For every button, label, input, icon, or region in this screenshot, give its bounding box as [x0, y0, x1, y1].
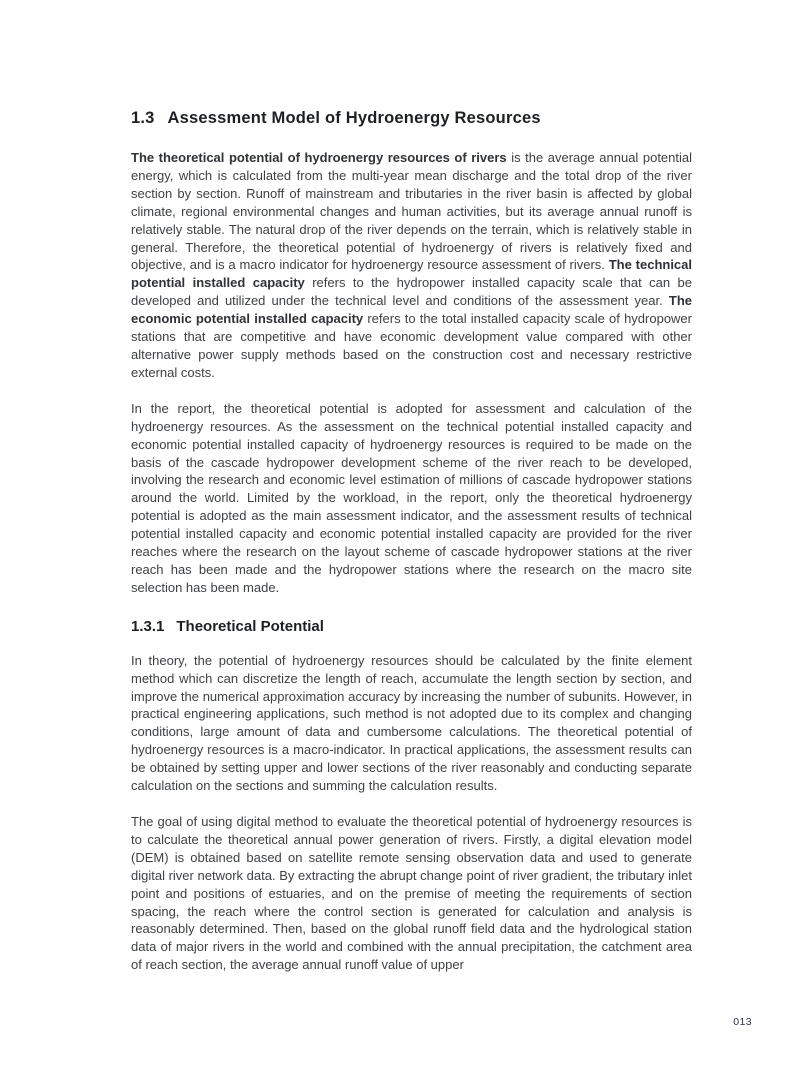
paragraph-text: In theory, the potential of hydroenergy resources should be calculated by the finite element method which can discretize the length of reach, accumulate the length section by section, and improve the numerical approximation accuracy by increasing the number of subunits. However, in practical engineering applications, such method is not adopted due to its complex and changing conditions, large amount of data and cumbersome calculations. The theoretical potential of hydroenergy resources is a macro-indicator. In practical applications, the assessment results can be obtained by setting upper and lower sections of the river reasonably and conducting separate calculation on the sections and summing the calculation results.: [131, 652, 692, 794]
body-paragraph: [131, 400, 692, 597]
page-number: 013: [733, 1016, 752, 1028]
content-blocks: [131, 149, 692, 974]
body-paragraph: [131, 652, 692, 795]
section-heading-title: Assessment Model of Hydroenergy Resources: [167, 109, 541, 127]
section-heading-number: 1.3: [131, 109, 155, 127]
emphasized-term: The economic potential installed capacity: [131, 293, 692, 327]
body-paragraph: [131, 149, 692, 382]
body-paragraph: [131, 813, 692, 974]
subsection-heading-number: 1.3.1: [131, 617, 165, 635]
paragraph-text: In the report, the theoretical potential is adopted for assessment and calculation of the hydroenergy resources. As the assessment on the technical potential installed capacity and economic potential installed capacity of hydroenergy resources is required to be made on the basis of the cascade hydropower development scheme of the river reach to be developed, involving the research and economic level estimation of millions of cascade hydropower stations around the world. Limited by the workload, in the report, only the theoretical hydroenergy potential is adopted as the main assessment indicator, and the assessment results of technical potential installed capacity and economic potential installed capacity are provided for the river reaches where the research on the layout scheme of cascade hydropower stations at the river reach has been made and the hydropower stations where the research on the macro site selection has been made.: [131, 400, 692, 595]
subsection-heading: [131, 617, 692, 636]
emphasized-term: The technical potential installed capacity: [131, 257, 693, 291]
paragraph-text: refers to the total installed capacity scale of hydropower stations that are competitive and have economic development value compared with other alternative power supply methods based on the construction cost and necessary restrictive external costs.: [131, 311, 692, 380]
paragraph-text: The goal of using digital method to evaluate the theoretical potential of hydroenergy resources is to calculate the theoretical annual power generation of rivers. Firstly, a digital elevation model (DEM) is obtained based on satellite remote sensing observation data and used to generate digital river network data. By extracting the abrupt change point of river gradient, the tributary inlet point and positions of estuaries, and on the premise of meeting the requirements of section spacing, the reach where the control section is generated for calculation and analysis is reasonably determined. Then, based on the global runoff field data and the hydrological station data of major rivers in the world and combined with the annual precipitation, the catchment area of reach section, the average annual runoff value of upper: [131, 814, 692, 973]
emphasized-term: The theoretical potential of hydroenergy resources of rivers: [131, 150, 507, 165]
subsection-heading-title: Theoretical Potential: [176, 617, 324, 635]
section-heading: [131, 108, 692, 128]
paragraph-text: is the average annual potential energy, which is calculated from the multi-year mean discharge and the total drop of the river section by section. Runoff of mainstream and tributaries in the river basin is affected by global climate, regional environmental changes and human activities, but its average annual runoff is relatively stable. The natural drop of the river depends on the terrain, which is relatively stable in general. Therefore, the theoretical potential of hydroenergy of rivers is relatively fixed and objective, and is a macro indicator for hydroenergy resource assessment of rivers.: [131, 150, 693, 273]
paragraph-text: refers to the hydropower installed capacity scale that can be developed and utilized under the technical level and conditions of the assessment year.: [131, 275, 692, 309]
